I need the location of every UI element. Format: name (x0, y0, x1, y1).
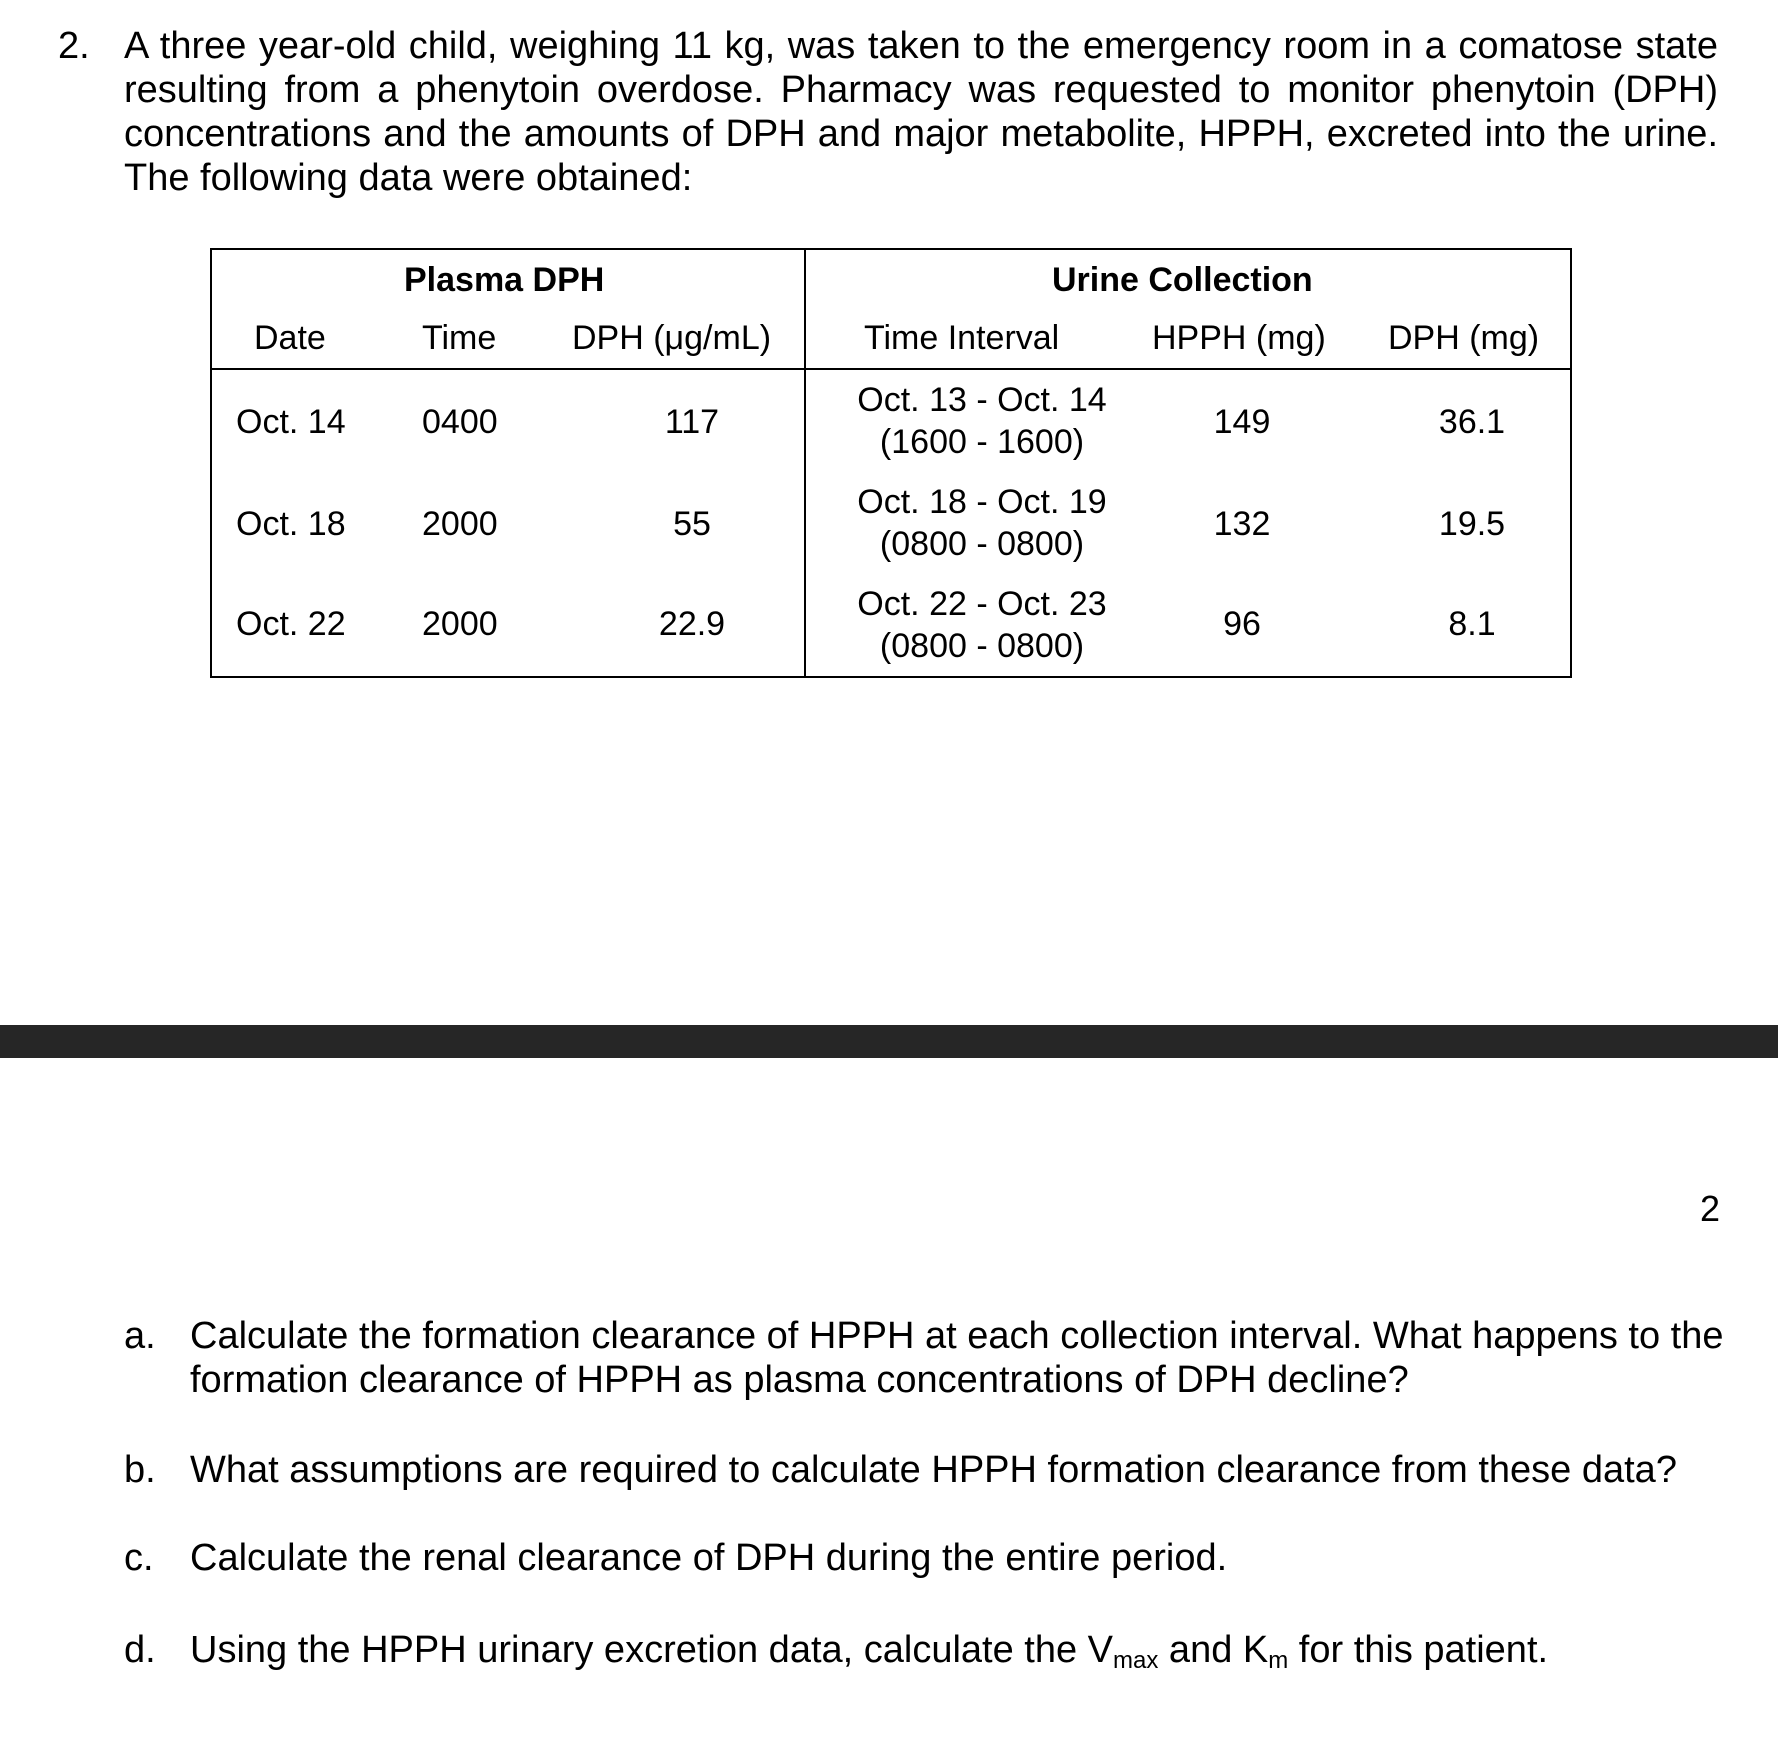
data-table (210, 248, 1572, 678)
vmax-subscript: max (1113, 1647, 1159, 1674)
row3-date: Oct. 22 (236, 605, 346, 643)
row1-dph-conc: 117 (664, 403, 720, 441)
col-header-dph-mg: DPH (mg) (1388, 319, 1540, 357)
page-number: 2 (1700, 1188, 1721, 1229)
col-header-date: Date (254, 319, 326, 357)
km-subscript: m (1268, 1647, 1289, 1674)
part-d-text-before: Using the HPPH urinary excretion data, calculate the V (190, 1629, 1114, 1671)
row1-date: Oct. 14 (236, 403, 346, 441)
row3-interval-dates: Oct. 22 - Oct. 23 (857, 585, 1107, 623)
part-c-letter: c. (124, 1537, 154, 1579)
row2-time: 2000 (422, 505, 498, 543)
part-d-text-after: for this patient. (1288, 1629, 1549, 1671)
part-d (124, 1628, 1724, 1672)
col-header-time-interval: Time Interval (864, 319, 1060, 357)
table-header-divider (212, 368, 1570, 370)
part-c (124, 1536, 1724, 1580)
row1-hpph: 149 (1213, 403, 1271, 441)
part-d-letter: d. (124, 1629, 156, 1671)
page-divider-bar (0, 1025, 1778, 1058)
part-b (124, 1448, 1724, 1492)
question-number: 2. (58, 25, 90, 67)
row3-dph-mg: 8.1 (1448, 605, 1496, 643)
row2-interval-hours: (0800 - 0800) (879, 525, 1085, 563)
question-2 (58, 24, 1718, 200)
question-text: A three year-old child, weighing 11 kg, was taken to the emergency room in a comatose state resulting from a phenytoin overdose. Pharmacy was requested to monitor phenytoin (DPH) concentrations and the amounts of DPH and major metabolite, HPPH, excreted into the urine. The following data were obtained: (124, 25, 1718, 199)
part-a-letter: a. (124, 1315, 156, 1357)
row3-time: 2000 (422, 605, 498, 643)
part-d-text (190, 1628, 1724, 1672)
part-b-letter: b. (124, 1449, 156, 1491)
row2-dph-conc: 55 (673, 505, 711, 543)
row3-interval-hours: (0800 - 0800) (879, 627, 1085, 665)
col-header-time: Time (422, 319, 497, 357)
part-a-text: Calculate the formation clearance of HPPH at each collection interval. What happens to the formation clearance of HPPH as plasma concentrations of DPH decline? (190, 1315, 1724, 1401)
part-c-text: Calculate the renal clearance of DPH during the entire period. (190, 1537, 1228, 1579)
part-b-text: What assumptions are required to calculate HPPH formation clearance from these data? (190, 1449, 1677, 1491)
part-d-text-mid: and K (1158, 1629, 1269, 1671)
row2-date: Oct. 18 (236, 505, 346, 543)
row3-hpph: 96 (1223, 605, 1261, 643)
row1-interval-hours: (1600 - 1600) (879, 423, 1085, 461)
row2-hpph: 132 (1213, 505, 1271, 543)
col-header-dph-conc: DPH (μg/mL) (572, 319, 772, 357)
col-header-hpph: HPPH (mg) (1152, 319, 1326, 357)
row1-dph-mg: 36.1 (1438, 403, 1506, 441)
row1-interval-dates: Oct. 13 - Oct. 14 (857, 381, 1107, 419)
part-a (124, 1314, 1724, 1402)
row1-time: 0400 (422, 403, 498, 441)
group-header-urine: Urine Collection (1052, 261, 1313, 299)
row2-interval-dates: Oct. 18 - Oct. 19 (857, 483, 1107, 521)
table-vertical-divider (804, 250, 806, 676)
row3-dph-conc: 22.9 (658, 605, 726, 643)
row2-dph-mg: 19.5 (1438, 505, 1506, 543)
group-header-plasma: Plasma DPH (404, 261, 605, 299)
